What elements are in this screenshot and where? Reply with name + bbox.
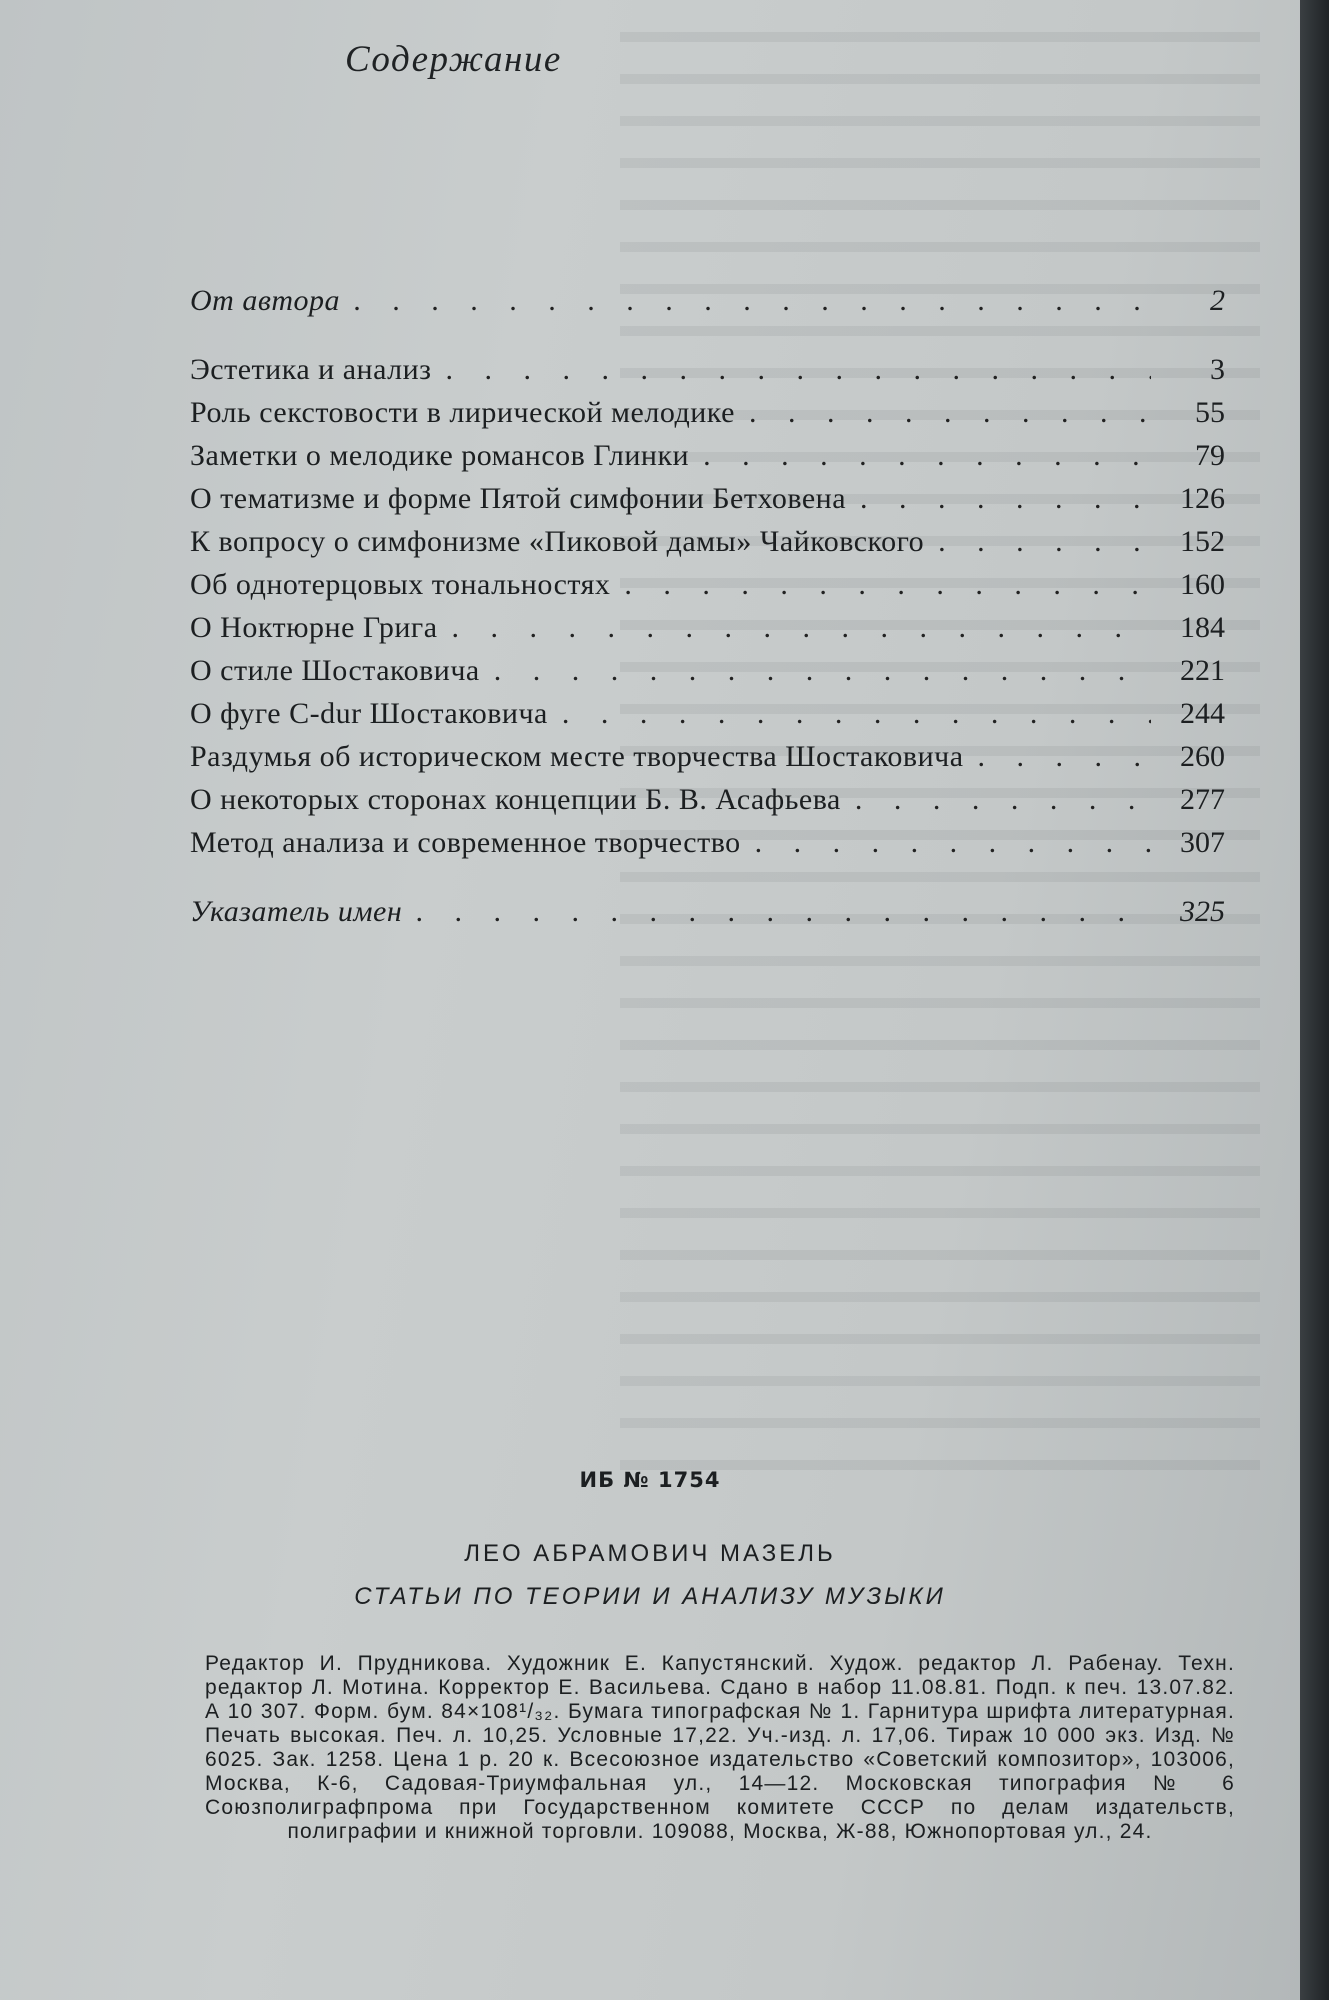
toc-entry-title: О тематизме и форме Пятой симфонии Бетховена bbox=[190, 482, 847, 515]
toc-entry bbox=[190, 697, 1225, 740]
book-title: СТАТЬИ ПО ТЕОРИИ И АНАЛИЗУ МУЗЫКИ bbox=[354, 1583, 946, 1610]
toc-entry-page: 184 bbox=[1180, 611, 1225, 644]
toc-entry-page: 2 bbox=[1210, 284, 1225, 317]
toc-entry-title: О фуге C-dur Шостаковича bbox=[190, 697, 548, 730]
toc-entry bbox=[190, 740, 1225, 783]
toc-entry-index bbox=[190, 895, 1225, 938]
leader-dots bbox=[494, 654, 1151, 688]
toc-entry-page: 55 bbox=[1195, 396, 1225, 429]
imprint-text: Редактор И. Прудникова. Художник Е. Капустянский. Худож. редактор Л. Рабенау. Техн. редактор Л. Мотина. Корректор Е. Васильева. Сдано в набор 11.08.81. Подп. к печ. 13.07.82. А 10 307. Форм. бум. 84×108¹/₃₂. Бумага типографская № 1. Гарнитура шрифта литературная. Печать высокая. Печ. л. 10,25. Условные 17,22. Уч.-изд. л. 17,06. Тираж 10 000 экз. Изд. № 6025. Зак. 1258. Цена 1 р. 20 к. Всесоюзное издательство «Советский композитор», 103006, Москва, К-6, Садовая-Триумфальная ул., 14—12. Московская типография № 6 Союзполиграфпрома при Государственном комитете СССР по делам издательств, полиграфии и книжной торговли. 109088, Москва, Ж-88, Южнопортовая ул., 24. bbox=[205, 1652, 1235, 1843]
toc-entry-page: 3 bbox=[1210, 353, 1225, 386]
author-name: ЛЕО АБРАМОВИЧ МАЗЕЛЬ bbox=[464, 1540, 836, 1567]
toc-entry-page: 79 bbox=[1195, 439, 1225, 472]
toc-entry-title: Об однотерцовых тональностях bbox=[190, 568, 611, 601]
toc-entry-title: Заметки о мелодике романсов Глинки bbox=[190, 439, 690, 472]
leader-dots bbox=[978, 740, 1151, 774]
toc-entry-foreword bbox=[190, 284, 1225, 327]
toc-entry bbox=[190, 826, 1225, 869]
toc-entry-page: 307 bbox=[1180, 826, 1225, 859]
toc-entry-title: О стиле Шостаковича bbox=[190, 654, 480, 687]
leader-dots bbox=[562, 697, 1151, 731]
toc-entry-title: Метод анализа и современное творчество bbox=[190, 826, 741, 859]
toc-entry-title: Указатель имен bbox=[190, 895, 403, 928]
toc-entry-title: Раздумья об историческом месте творчества Шостаковича bbox=[190, 740, 964, 773]
toc-entry bbox=[190, 353, 1225, 396]
toc-entry-page: 152 bbox=[1180, 525, 1225, 558]
leader-dots bbox=[749, 396, 1151, 430]
contents-heading: Содержание bbox=[345, 39, 562, 80]
table-of-contents bbox=[190, 284, 1225, 938]
toc-entry bbox=[190, 525, 1225, 568]
toc-entry bbox=[190, 611, 1225, 654]
leader-dots bbox=[938, 525, 1151, 559]
toc-entry-page: 325 bbox=[1180, 895, 1225, 928]
leader-dots bbox=[855, 783, 1151, 817]
leader-dots bbox=[624, 568, 1151, 602]
toc-entry-page: 221 bbox=[1180, 654, 1225, 687]
toc-entry-title: Роль секстовости в лирической мелодике bbox=[190, 396, 735, 429]
toc-entry-page: 160 bbox=[1180, 568, 1225, 601]
leader-dots bbox=[416, 895, 1151, 929]
toc-entry bbox=[190, 482, 1225, 525]
leader-dots bbox=[703, 439, 1151, 473]
leader-dots bbox=[452, 611, 1151, 645]
toc-entry-title: Эстетика и анализ bbox=[190, 353, 432, 386]
leader-dots bbox=[354, 284, 1151, 318]
toc-entry-title: К вопросу о симфонизме «Пиковой дамы» Чайковского bbox=[190, 525, 925, 558]
leader-dots bbox=[446, 353, 1151, 387]
toc-entry-page: 277 bbox=[1180, 783, 1225, 816]
ib-number: ИБ № 1754 bbox=[579, 1468, 721, 1492]
toc-entry-page: 126 bbox=[1180, 482, 1225, 515]
toc-entry bbox=[190, 783, 1225, 826]
toc-entry-page: 260 bbox=[1180, 740, 1225, 773]
toc-entry bbox=[190, 568, 1225, 611]
toc-entry bbox=[190, 439, 1225, 482]
toc-entry bbox=[190, 654, 1225, 697]
toc-entry-title: О некоторых сторонах концепции Б. В. Асафьева bbox=[190, 783, 841, 816]
toc-entry-title: От автора bbox=[190, 284, 341, 317]
toc-entry-title: О Ноктюрне Грига bbox=[190, 611, 438, 644]
leader-dots bbox=[860, 482, 1151, 516]
toc-entry-page: 244 bbox=[1180, 697, 1225, 730]
page-edge-shadow bbox=[1300, 0, 1329, 2000]
toc-entry bbox=[190, 396, 1225, 439]
leader-dots bbox=[755, 826, 1151, 860]
